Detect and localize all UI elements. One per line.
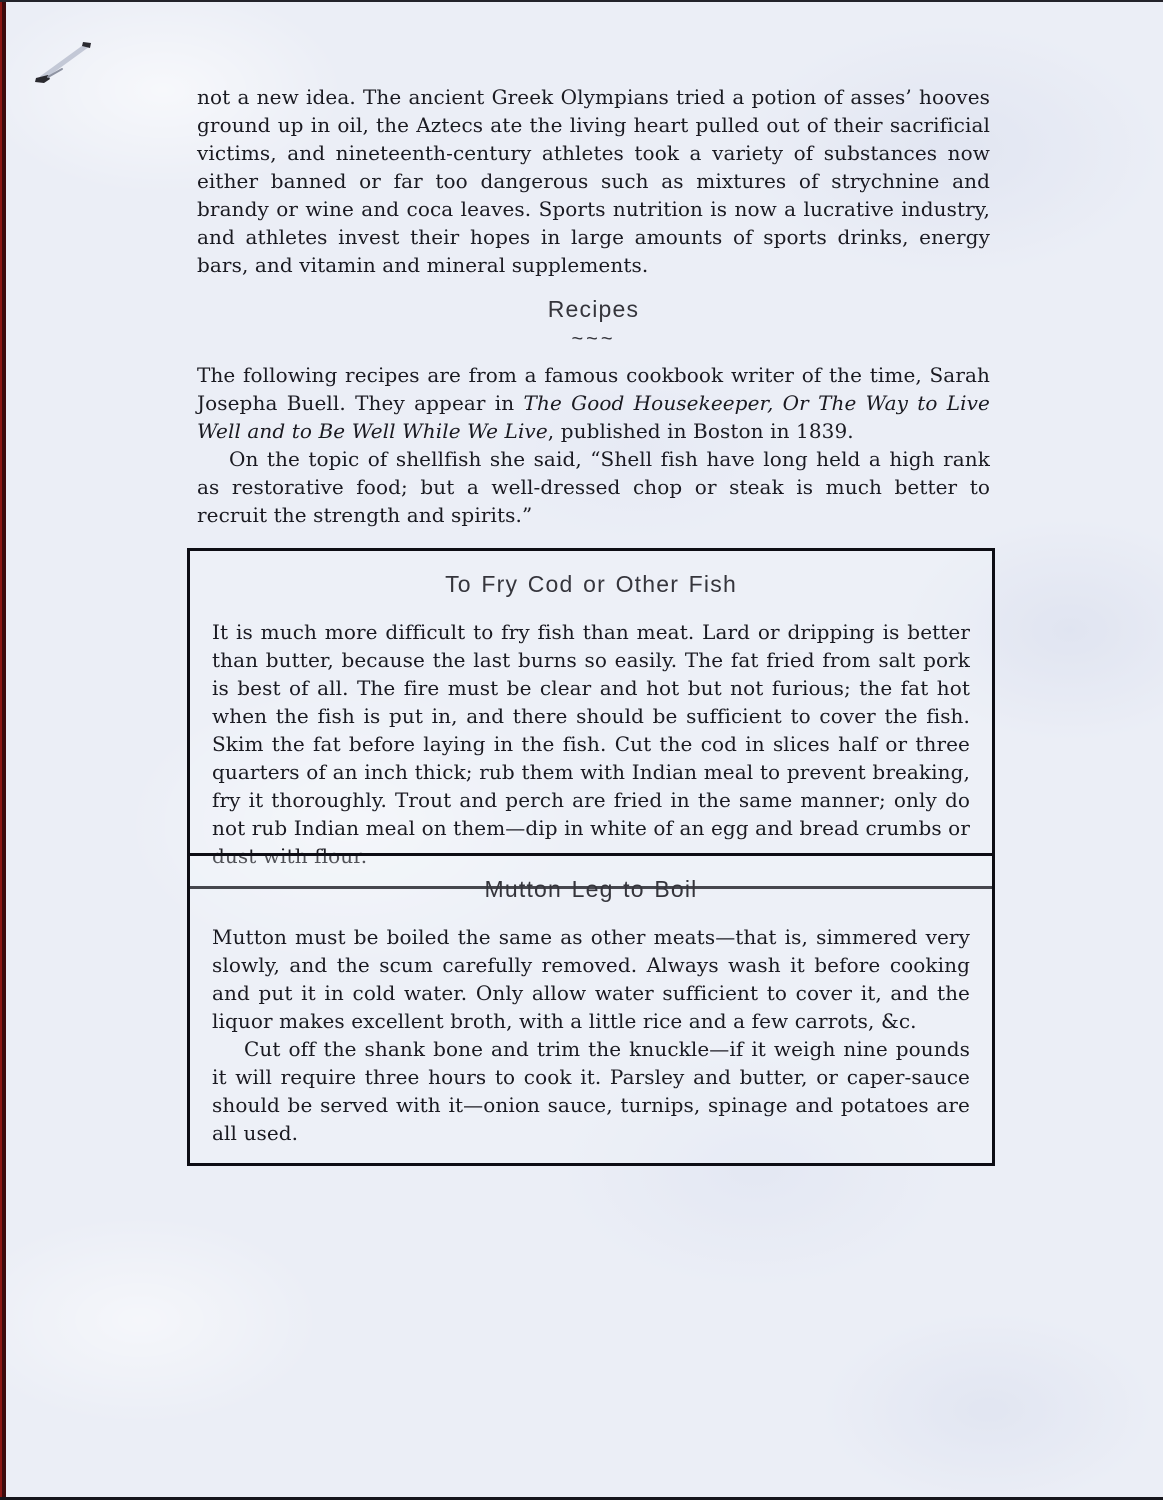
recipes-intro-block xyxy=(197,361,990,529)
recipe-text-mutton-leg-2: Cut off the shank bone and trim the knuckle—if it weigh nine pounds it will require three hours to cook it. Parsley and butter, or caper-sauce should be served with it—onion sauce, turnips, spinage and potatoes are all used. xyxy=(212,1037,970,1145)
scan-edge-top xyxy=(0,0,1163,2)
section-divider: ~~~ xyxy=(571,328,616,350)
recipe-box-mutton-leg xyxy=(187,853,995,1166)
intro-paragraph: not a new idea. The ancient Greek Olympians tried a potion of asses’ hooves ground up in oil, the Aztecs ate the living heart pulled out of their sacrificial victims, and nineteenth-century athletes took a variety of substances now either banned or far too dangerous such as mixtures of strychnine and brandy or wine and coca leaves. Sports nutrition is now a lucrative industry, and athletes invest their hopes in large amounts of sports drinks, energy bars, and vitamin and mineral supplements. xyxy=(197,85,990,277)
recipe-text-fry-cod: It is much more difficult to fry fish than meat. Lard or dripping is better than butter, because the last burns so easily. The fat fried from salt pork is best of all. The fire must be clear and hot but not furious; the fat hot when the fish is put in, and there should be sufficient to cover the fish. Skim the fat before laying in the fish. Cut the cod in slices half or three quarters of an inch thick; rub them with Indian meal to prevent breaking, fry it thoroughly. Trout and perch are fried in the same manner; only do not rub Indian meal on them—dip in white of an egg and bread crumbs or dust with flour. xyxy=(212,620,970,868)
shellfish-paragraph: On the topic of shellfish she said, “Shell fish have long held a high rank as restorative food; but a well-dressed chop or steak is much better to recruit the strength and spirits.” xyxy=(197,447,990,527)
recipes-intro-paragraph xyxy=(197,361,990,445)
scan-edge-left xyxy=(0,0,6,1500)
recipe-title-fry-cod: To Fry Cod or Other Fish xyxy=(445,571,737,597)
recipe-title-mutton-leg: Mutton Leg to Boil xyxy=(484,876,698,902)
section-heading: Recipes xyxy=(547,296,640,322)
recipe-text-mutton-leg-1: Mutton must be boiled the same as other meats—that is, simmered very slowly, and the scum carefully removed. Always wash it before cooking and put it in cold water. Only allow water sufficient to cover it, and the liquor makes excellent broth, with a little rice and a few carrots, &c. xyxy=(212,925,970,1033)
recipe-box-fry-cod xyxy=(187,548,995,889)
recipes-intro-text: The following recipes are from a famous cookbook writer of the time, Sarah Josepha Buell. They appear in xyxy=(197,363,990,415)
pen-mark xyxy=(28,34,102,92)
recipes-intro-text-end: , published in Boston in 1839. xyxy=(547,419,854,443)
book-title-italic: The Good Housekeeper, Or The Way to Live Well and to Be Well While We Live xyxy=(197,391,990,443)
